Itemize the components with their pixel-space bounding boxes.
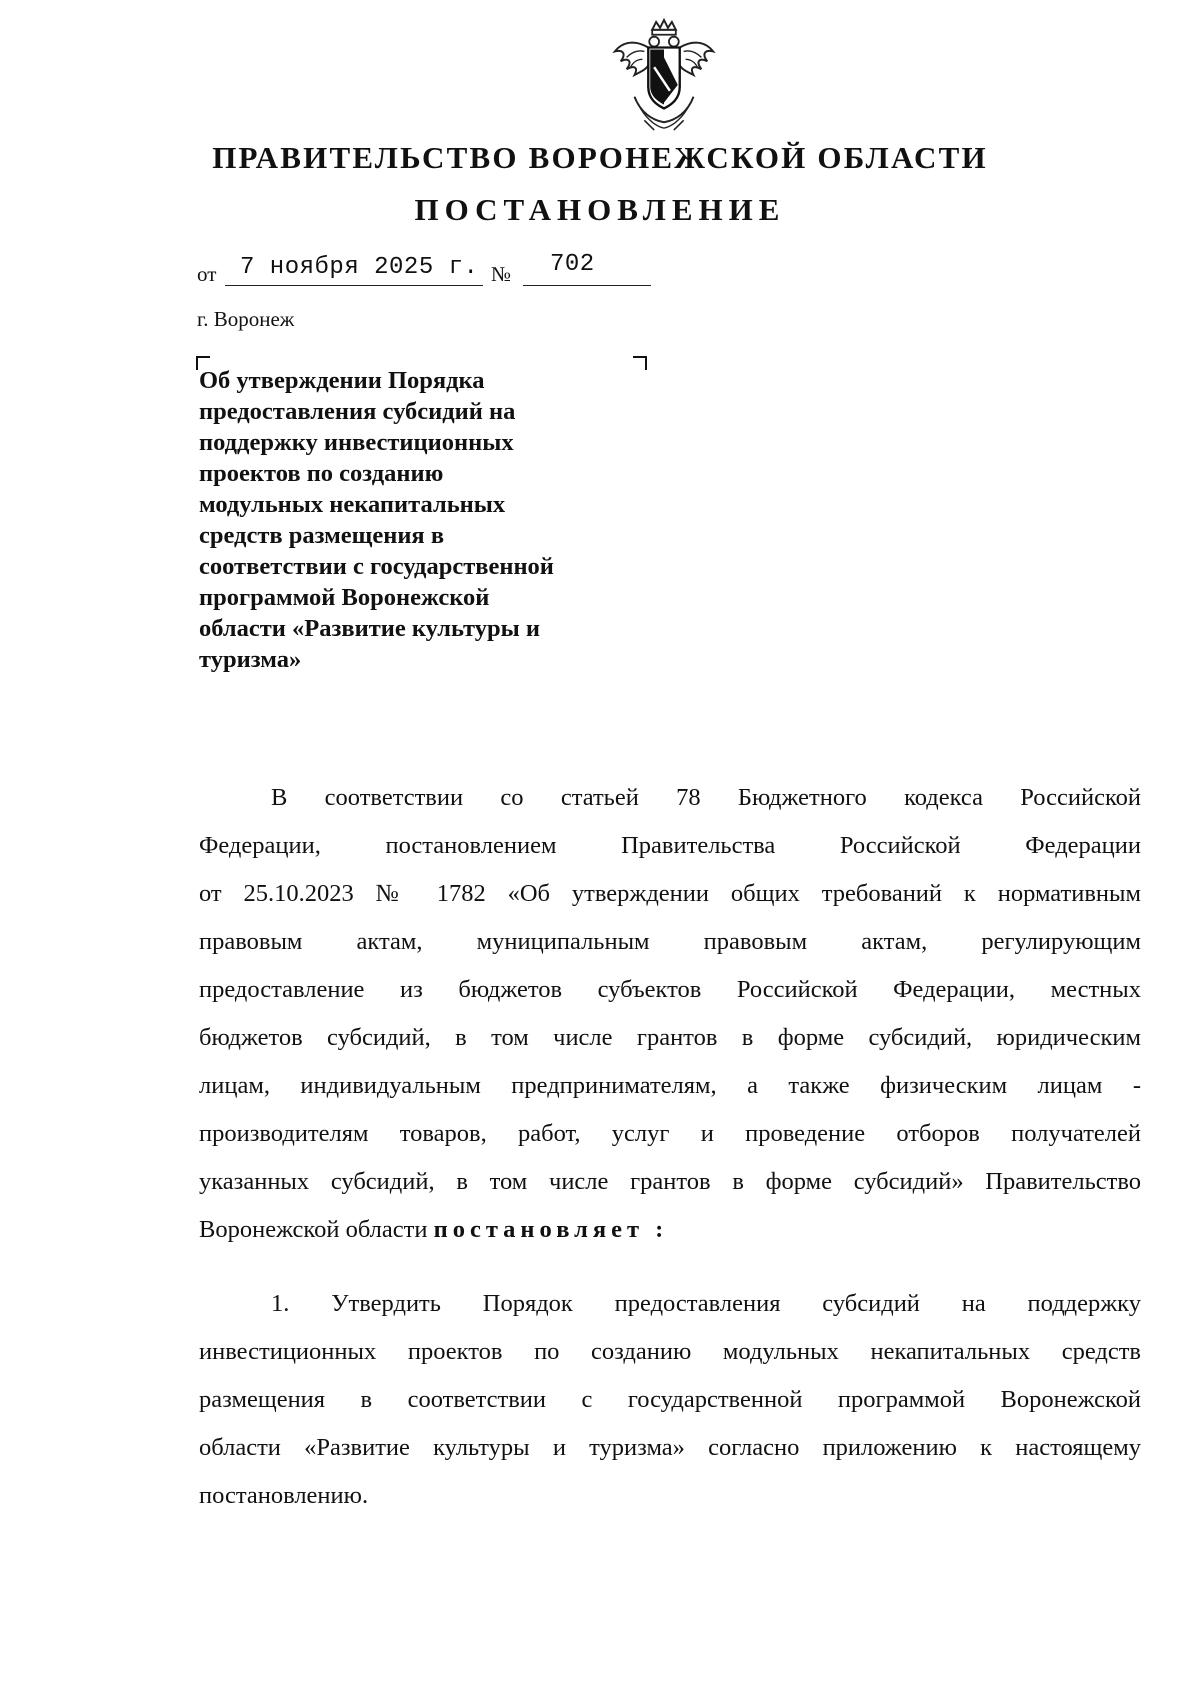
preamble-line: Федерации, постановлением Правительства Российской Федерации	[199, 832, 1141, 859]
preamble-final-text: Воронежской области	[199, 1216, 434, 1243]
preamble-line: бюджетов субсидий, в том числе грантов в форме субсидий, юридическим	[199, 1024, 1141, 1051]
document-type-title: ПОСТАНОВЛЕНИЕ	[414, 192, 786, 227]
decree-colon: :	[644, 1216, 669, 1243]
registration-row	[197, 248, 677, 288]
item-line: размещения в соответствии с государственной программой Воронежской	[199, 1386, 1141, 1413]
subject-line: Об утверждении Порядка	[199, 367, 485, 394]
preamble-line: предоставление из бюджетов субъектов Российской Федерации, местных	[199, 976, 1141, 1003]
number-label: №	[491, 262, 512, 286]
preamble-line: указанных субсидий, в том числе грантов в форме субсидий» Правительство	[199, 1168, 1141, 1195]
item-1-paragraph	[199, 1280, 1141, 1520]
subject-line: соответствии с государственной	[199, 553, 554, 580]
preamble-line: производителям товаров, работ, услуг и проведение отборов получателей	[199, 1120, 1141, 1147]
subject-line: программой Воронежской	[199, 584, 490, 611]
preamble-line: В соответствии со статьей 78 Бюджетного кодекса Российской	[271, 784, 1141, 811]
item-line: 1. Утвердить Порядок предоставления субсидий на поддержку	[271, 1290, 1141, 1317]
date-label: от	[197, 262, 217, 286]
decree-word: постановляет	[433, 1216, 645, 1243]
subject-line: области «Развитие культуры и	[199, 615, 540, 642]
document-number: 702	[550, 251, 595, 278]
city-label: г. Воронеж	[197, 307, 295, 331]
item-line: постановлению.	[199, 1482, 369, 1509]
date-underline	[225, 285, 483, 286]
preamble-line: от 25.10.2023 № 1782 «Об утверждении общих требований к нормативным	[199, 880, 1141, 907]
subject-line: модульных некапитальных	[199, 491, 506, 518]
subject-heading	[199, 365, 639, 675]
number-underline	[523, 285, 651, 286]
item-line: инвестиционных проектов по созданию модульных некапитальных средств	[199, 1338, 1141, 1365]
subject-line: поддержку инвестиционных	[199, 429, 514, 456]
preamble-paragraph	[199, 774, 1141, 1254]
government-title: ПРАВИТЕЛЬСТВО ВОРОНЕЖСКОЙ ОБЛАСТИ	[212, 140, 988, 175]
preamble-line: лицам, индивидуальным предпринимателям, а также физическим лицам -	[199, 1072, 1141, 1099]
subject-line: предоставления субсидий на	[199, 398, 516, 425]
voronezh-coat-of-arms-icon	[605, 18, 723, 136]
item-line: области «Развитие культуры и туризма» согласно приложению к настоящему	[199, 1434, 1141, 1461]
preamble-final-line	[199, 1206, 1141, 1254]
subject-line: проектов по созданию	[199, 460, 444, 487]
document-date: 7 ноября 2025 г.	[240, 254, 479, 281]
subject-line: туризма»	[199, 646, 302, 673]
subject-line: средств размещения в	[199, 522, 445, 549]
preamble-line: правовым актам, муниципальным правовым актам, регулирующим	[199, 928, 1141, 955]
